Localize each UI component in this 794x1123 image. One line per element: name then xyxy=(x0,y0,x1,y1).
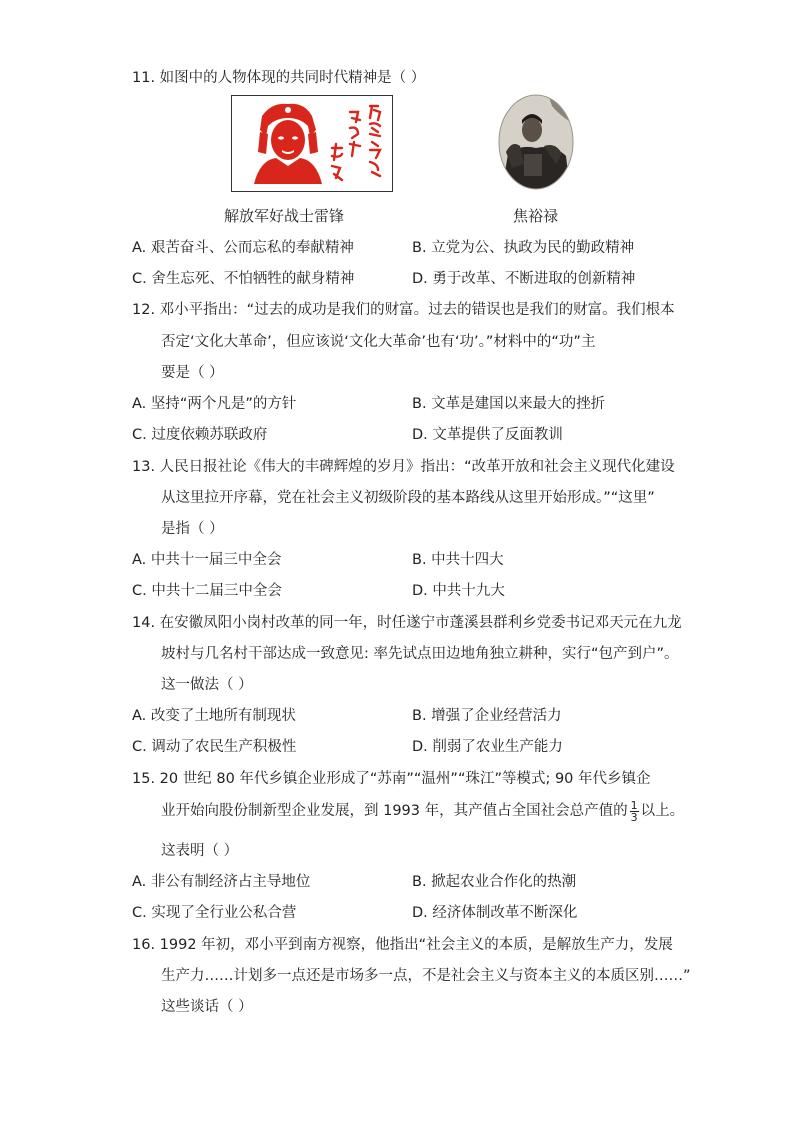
q15-option-c: C. 实现了全行业公私合营 xyxy=(132,905,297,921)
q16-stem-line1: 16. 1992 年初，邓小平到南方视察，他指出“社会主义的本质，是解放生产力，发展 xyxy=(132,937,673,953)
q11-option-b: B. 立党为公、执政为民的勤政精神 xyxy=(412,240,635,256)
jiaoyulu-figure xyxy=(498,94,574,190)
q15-option-b: B. 掀起农业合作化的热潮 xyxy=(412,874,577,890)
q14-option-c: C. 调动了农民生产积极性 xyxy=(132,739,297,755)
q13-stem-line2: 从这里拉开序幕，党在社会主义初级阶段的基本路线从这里开始形成。”“这里” xyxy=(161,490,655,506)
q14-stem-line1: 14. 在安徽凤阳小岗村改革的同一年，时任遂宁市蓬溪县群利乡党委书记邓天元在九龙 xyxy=(132,615,682,631)
q15-stem-line2-tail: 以上。 xyxy=(640,803,685,819)
q14-option-a: A. 改变了土地所有制现状 xyxy=(132,708,296,724)
q14-option-d: D. 削弱了农业生产能力 xyxy=(412,739,563,755)
q13-stem-line1: 13. 人民日报社论《伟大的丰碑辉煌的岁月》指出：“改革开放和社会主义现代化建设 xyxy=(132,459,675,475)
q11-option-a: A. 艰苦奋斗、公而忘私的奉献精神 xyxy=(132,240,354,256)
q13-stem-line3: 是指（ ） xyxy=(161,521,224,537)
q11-option-c: C. 舍生忘死、不怕牺牲的献身精神 xyxy=(132,271,355,287)
q12-option-b: B. 文革是建国以来最大的挫折 xyxy=(412,396,606,412)
q11-option-d: D. 勇于改革、不断进取的创新精神 xyxy=(412,271,636,287)
leifeng-caption: 解放军好战士雷锋 xyxy=(224,207,345,225)
q14-option-b: B. 增强了企业经营活力 xyxy=(412,708,562,724)
jiaoyulu-caption: 焦裕禄 xyxy=(513,207,559,225)
q16-stem-line2: 生产力……计划多一点还是市场多一点，不是社会主义与资本主义的本质区别……” xyxy=(161,968,691,984)
fraction-denominator: 3 xyxy=(630,810,638,824)
q14-stem-line3: 这一做法（ ） xyxy=(161,677,253,693)
q15-stem-line2-text: 业开始向股份制新型企业发展，到 1993 年，其产值占全国社会总产值的 xyxy=(161,803,628,819)
q12-option-a: A. 坚持“两个凡是”的方针 xyxy=(132,396,297,412)
q15-stem-line1: 15. 20 世纪 80 年代乡镇企业形成了“苏南”“温州”“珠江”等模式; 90 年代乡镇企 xyxy=(132,771,651,787)
q13-option-b: B. 中共十四大 xyxy=(412,552,504,568)
fraction-one-third xyxy=(630,800,639,823)
jiaoyulu-portrait-image xyxy=(498,94,574,190)
q12-option-c: C. 过度依赖苏联政府 xyxy=(132,427,268,443)
q16-stem-line3: 这些谈话（ ） xyxy=(161,999,253,1015)
q12-option-d: D. 文革提供了反面教训 xyxy=(412,427,563,443)
fraction-numerator: 1 xyxy=(630,798,638,812)
q13-option-c: C. 中共十二届三中全会 xyxy=(132,583,282,599)
q13-option-d: D. 中共十九大 xyxy=(412,583,505,599)
q15-stem-line3: 这表明（ ） xyxy=(161,843,239,859)
q11-stem: 11. 如图中的人物体现的共同时代精神是（ ） xyxy=(132,70,426,86)
q12-stem-line3: 要是（ ） xyxy=(161,365,224,381)
q15-stem-line2 xyxy=(161,797,684,825)
leifeng-figure xyxy=(231,95,393,192)
q12-stem-line2: 否定‘文化大革命’，但应该说‘文化大革命’也有‘功’。”材料中的“功”主 xyxy=(161,334,596,350)
leifeng-portrait-image xyxy=(232,96,392,191)
q12-stem-line1: 12. 邓小平指出：“过去的成功是我们的财富。过去的错误也是我们的财富。我们根本 xyxy=(132,302,675,318)
q15-option-a: A. 非公有制经济占主导地位 xyxy=(132,874,311,890)
q13-option-a: A. 中共十一届三中全会 xyxy=(132,552,282,568)
q14-stem-line2: 坡村与几名村干部达成一致意见: 率先试点田边地角独立耕种，实行“包产到户”。 xyxy=(161,646,679,662)
q15-option-d: D. 经济体制改革不断深化 xyxy=(412,905,578,921)
